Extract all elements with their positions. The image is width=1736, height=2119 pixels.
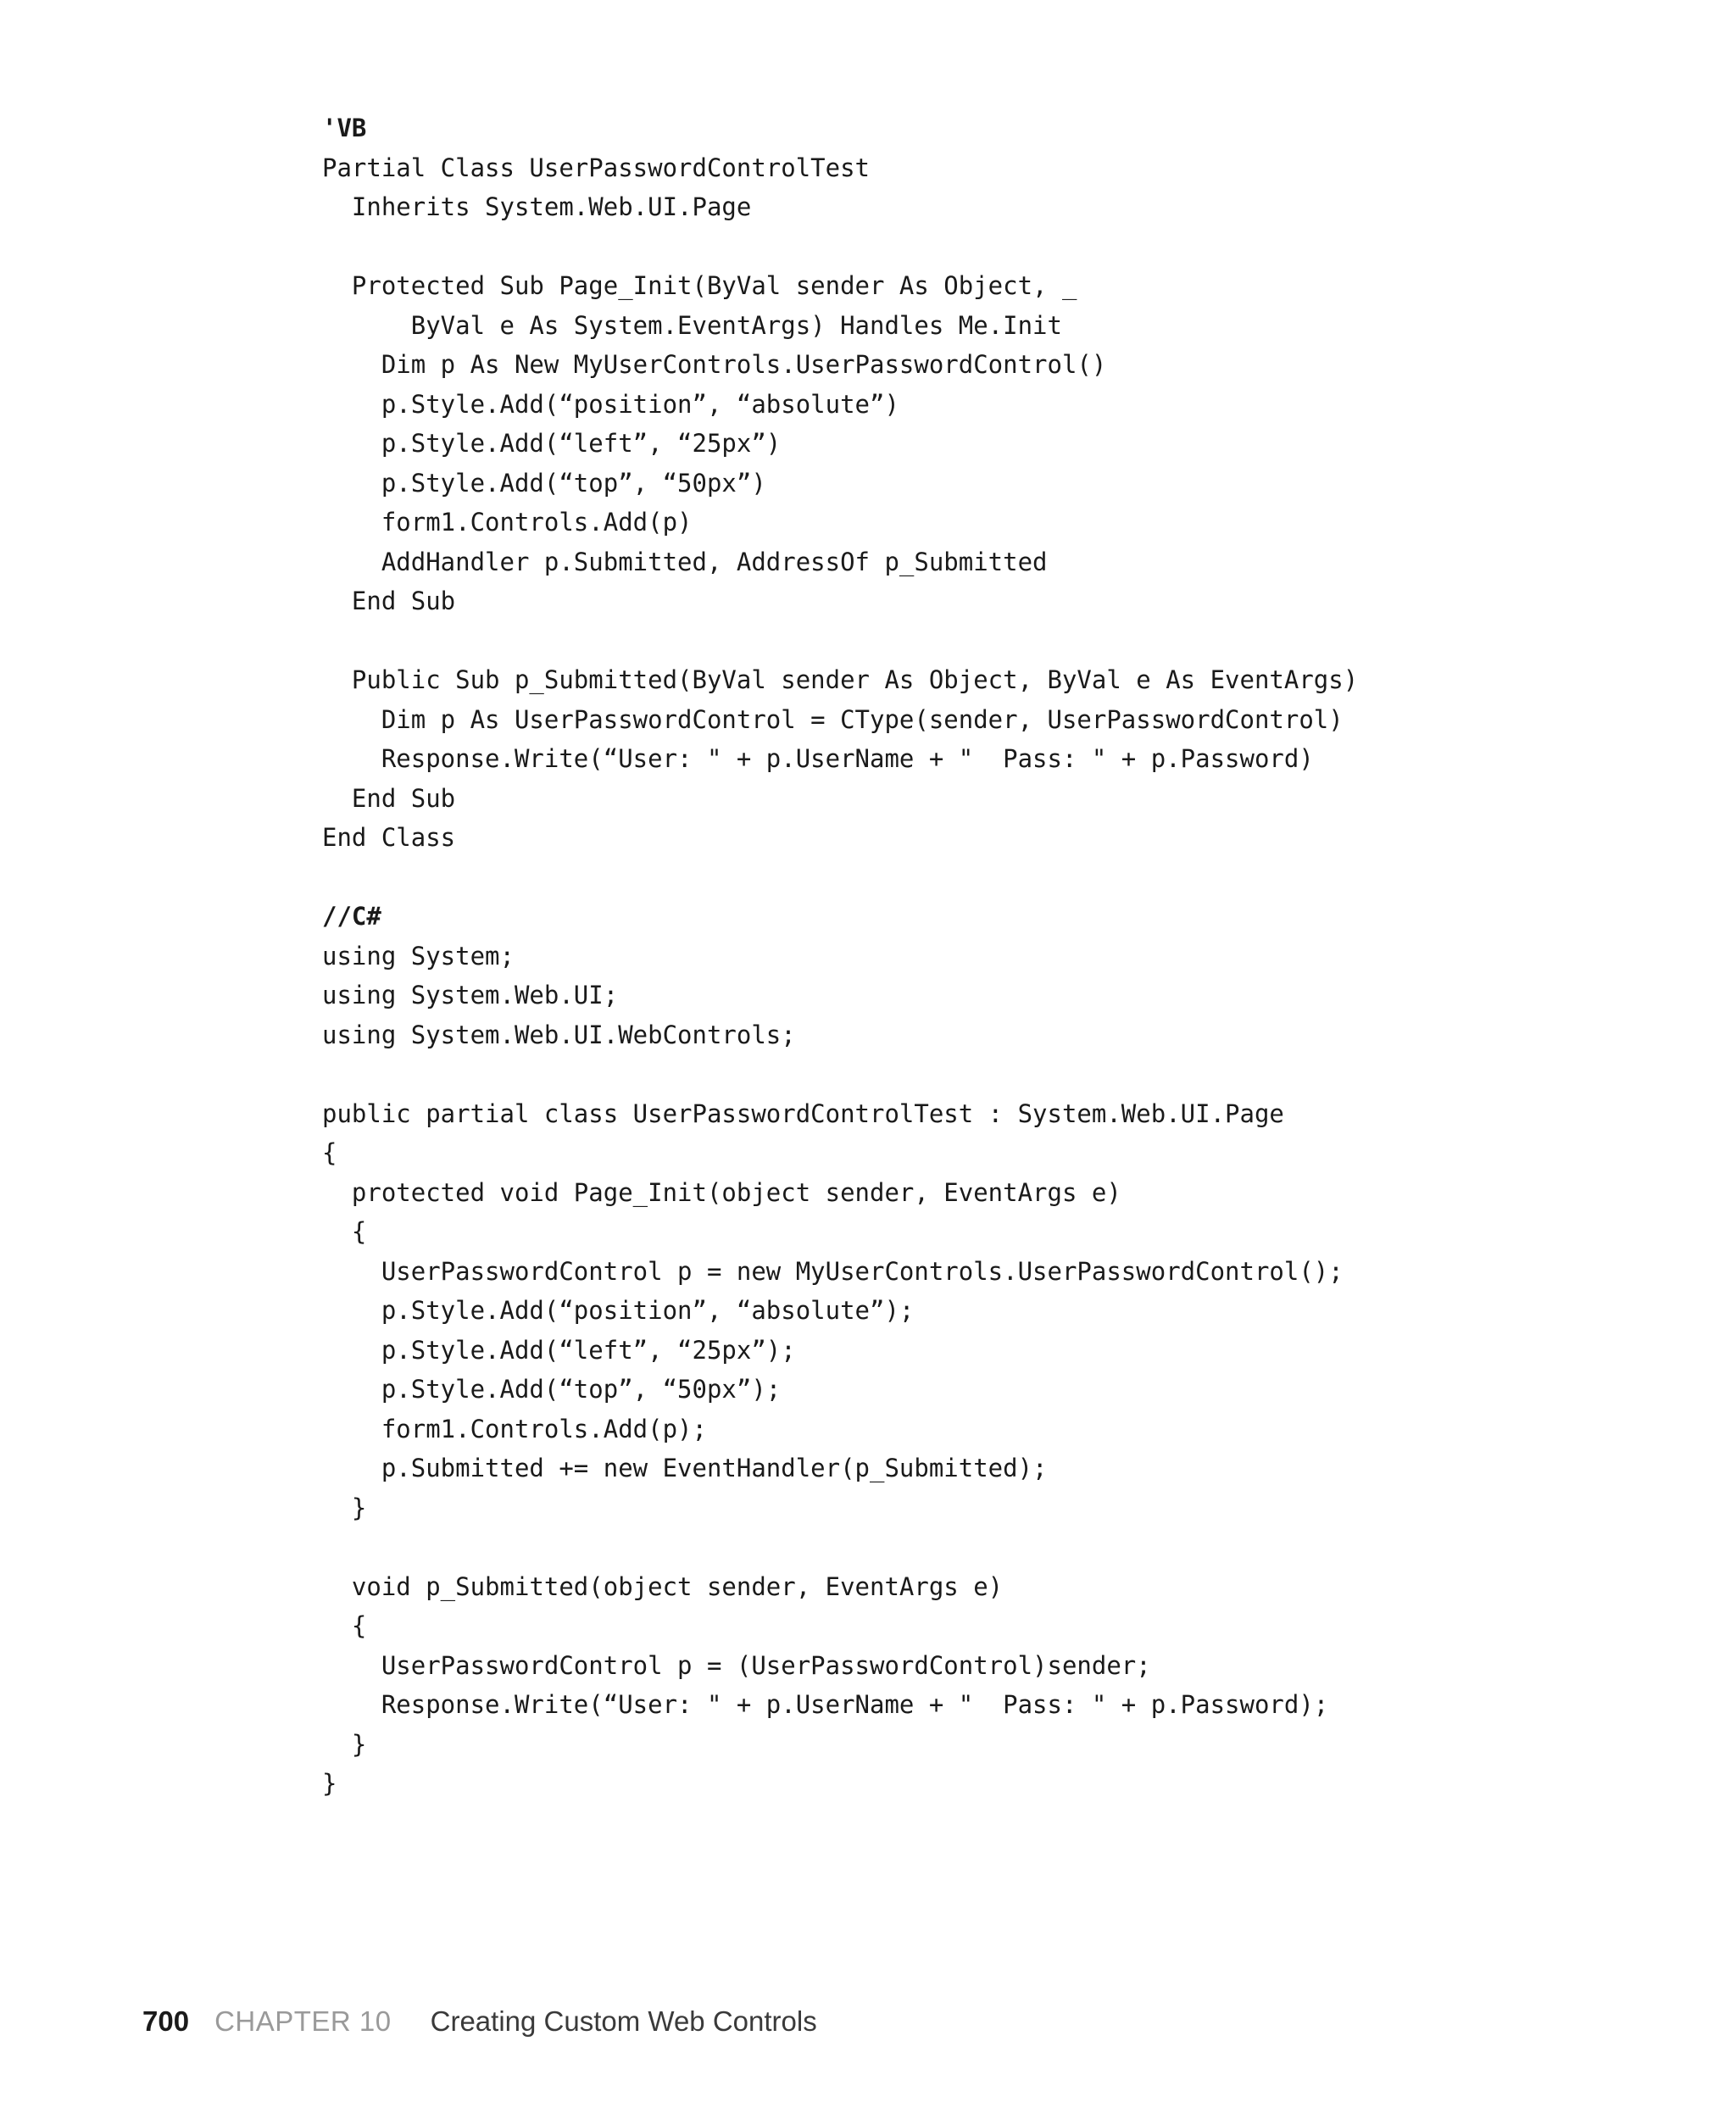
code-line: Dim p As UserPasswordControl = CType(sender, UserPasswordControl) [322, 704, 1344, 734]
code-line: p.Style.Add(“position”, “absolute”); [322, 1296, 915, 1325]
code-line: p.Style.Add(“left”, “25px”); [322, 1335, 796, 1365]
code-line: using System; [322, 941, 515, 971]
chapter-label: CHAPTER 10 [214, 2005, 392, 2037]
code-line: Dim p As New MyUserControls.UserPasswordControl() [322, 350, 1107, 379]
code-line: protected void Page_Init(object sender, EventArgs e) [322, 1177, 1121, 1207]
code-line: p.Style.Add(“top”, “50px”); [322, 1375, 782, 1404]
code-line: Inherits System.Web.UI.Page [322, 192, 752, 221]
code-line: form1.Controls.Add(p) [322, 508, 693, 537]
code-line: Public Sub p_Submitted(ByVal sender As Object, ByVal e As EventArgs) [322, 665, 1359, 694]
code-line: Protected Sub Page_Init(ByVal sender As Object, _ [322, 271, 1077, 300]
code-line-blank [322, 1054, 1358, 1094]
chapter-title: Creating Custom Web Controls [430, 2005, 817, 2037]
code-line: using System.Web.UI.WebControls; [322, 1020, 796, 1049]
code-line: End Sub [322, 783, 456, 813]
code-line: UserPasswordControl p = new MyUserControls.UserPasswordControl(); [322, 1256, 1344, 1286]
code-line: End Class [322, 823, 456, 852]
code-line-blank [322, 227, 1358, 267]
code-listing [322, 108, 1358, 1804]
code-line: Response.Write(“User: " + p.UserName + " Pass: " + p.Password) [322, 744, 1314, 773]
code-line: using System.Web.UI; [322, 981, 619, 1009]
code-line: void p_Submitted(object sender, EventArgs e) [322, 1571, 1004, 1601]
code-line-blank [322, 858, 1358, 898]
code-line: AddHandler p.Submitted, AddressOf p_Submitted [322, 547, 1048, 576]
code-line-vb-comment: 'VB [322, 114, 367, 142]
code-line: Response.Write(“User: " + p.UserName + " Pass: " + p.Password); [322, 1690, 1329, 1719]
code-line: p.Submitted += new EventHandler(p_Submitted); [322, 1454, 1048, 1482]
code-line-blank [322, 1527, 1358, 1567]
code-line: } [322, 1769, 337, 1798]
code-line: UserPasswordControl p = (UserPasswordControl)sender; [322, 1650, 1151, 1680]
code-line: p.Style.Add(“left”, “25px”) [322, 429, 782, 458]
code-line: { [322, 1611, 367, 1640]
code-line-csharp-comment: //C# [322, 902, 381, 931]
code-line: public partial class UserPasswordControlTest : System.Web.UI.Page [322, 1098, 1284, 1128]
code-line: { [322, 1217, 367, 1246]
code-line: { [322, 1138, 337, 1167]
code-line: p.Style.Add(“position”, “absolute”) [322, 389, 899, 419]
page-number: 700 [142, 2005, 190, 2037]
code-line: Partial Class UserPasswordControlTest [322, 153, 871, 182]
code-line: ByVal e As System.EventArgs) Handles Me.Init [322, 310, 1062, 340]
code-line: p.Style.Add(“top”, “50px”) [322, 468, 766, 498]
code-line: } [322, 1493, 367, 1522]
code-line: } [322, 1729, 367, 1759]
code-line: End Sub [322, 587, 456, 615]
code-line-blank [322, 621, 1358, 661]
code-line: form1.Controls.Add(p); [322, 1414, 707, 1443]
page-footer [142, 2000, 817, 2043]
